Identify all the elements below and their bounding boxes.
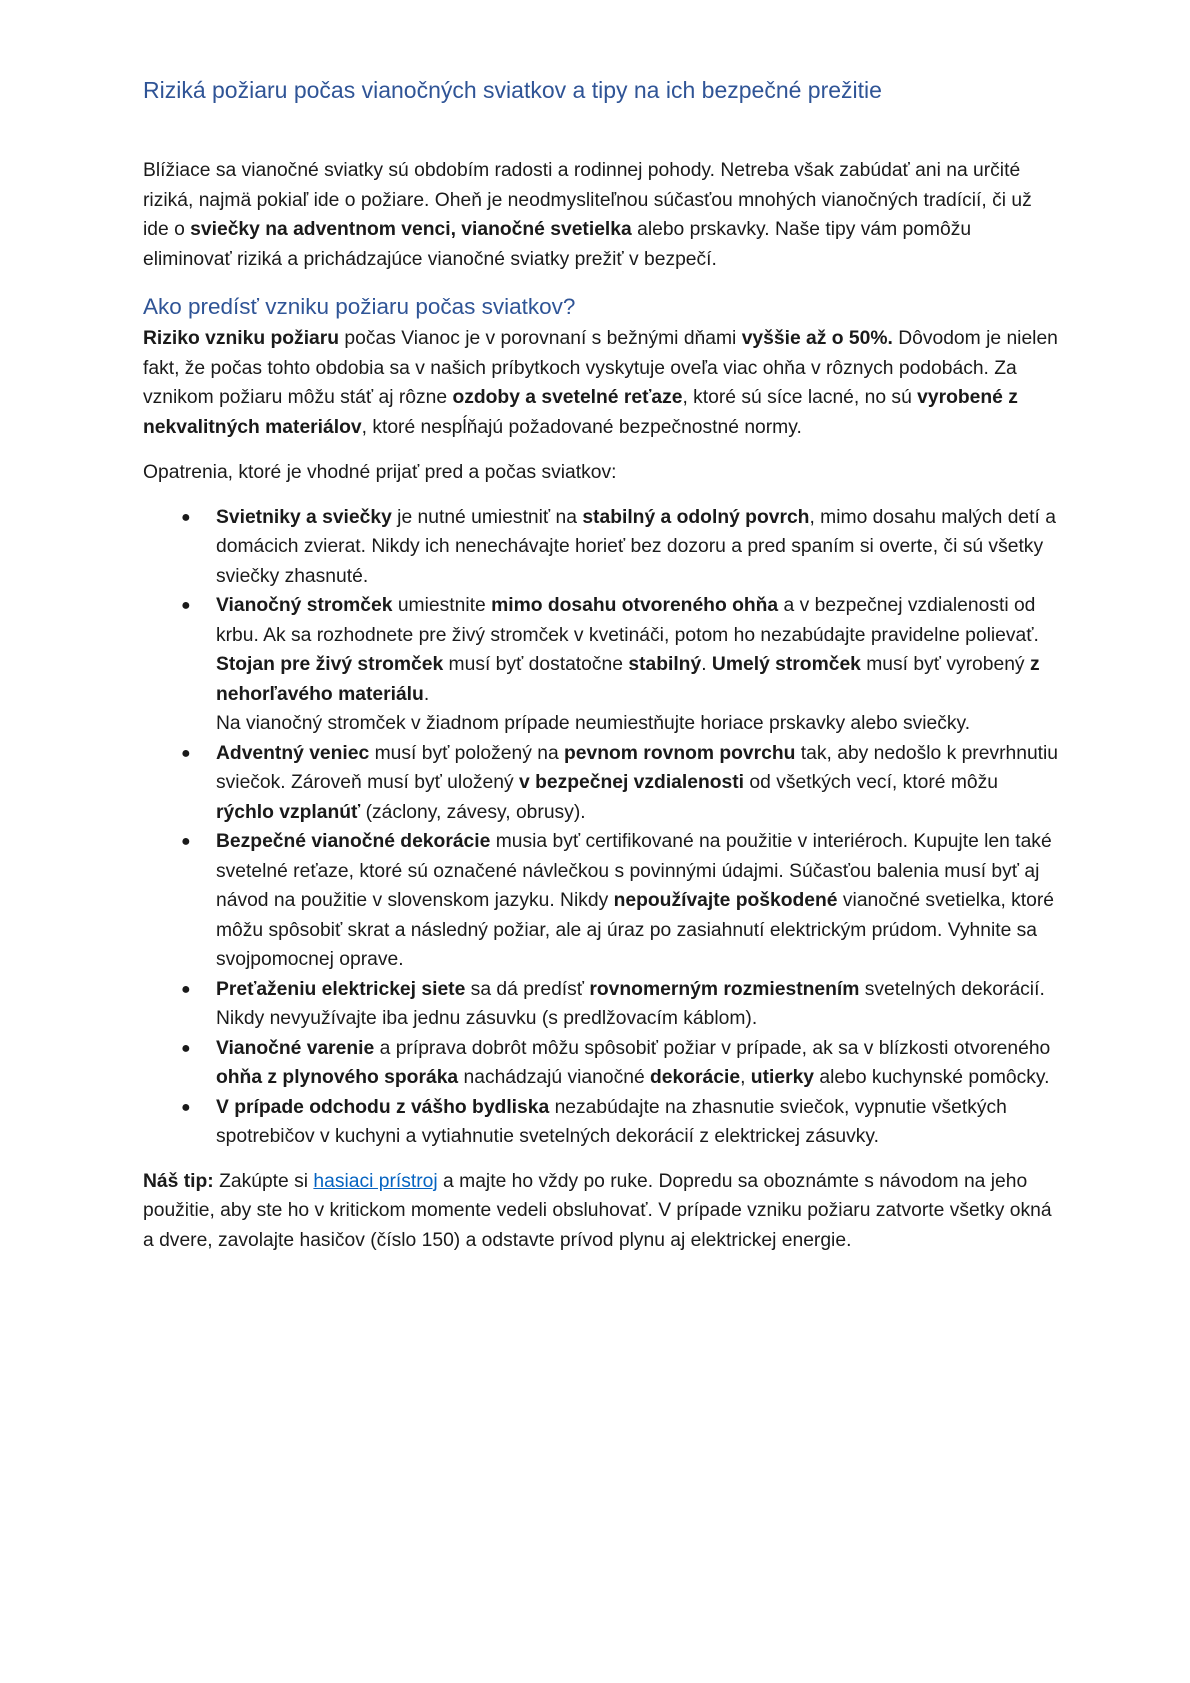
item-text: musí byť dostatočne [443,654,629,675]
item-bold: Bezpečné vianočné dekorácie [216,831,491,852]
item-text: . [701,654,712,675]
tip-label: Náš tip: [143,1170,214,1192]
item-text: a v bezpečnej vzdialenosti od krbu. Ak sa rozhodnete pre živý stromček v kvetináči, potom ho nezabúdajte pravidelne polievať. [216,595,1039,646]
intro-text: Blížiace sa vianočné sviatky sú obdobím radosti a rodinnej pohody. Netreba však zabúdať ani na určité riziká, najmä pokiaľ ide o požiare. Oheň je neodmysliteľnou súčasťou mnohých vianočných tradícií, či už ide o [143,160,1032,240]
item-bold: nepoužívajte poškodené [613,890,838,911]
item-bold: stabilný a odolný povrch [582,506,810,528]
list-item [143,975,1060,1034]
risk-text: , ktoré sú síce lacné, no sú [682,387,918,408]
item-text: nachádzajú vianočné [458,1067,651,1088]
risk-paragraph [143,324,1060,442]
item-bold: rovnomerným rozmiestnením [589,978,860,1000]
tip-text: Zakúpte si [213,1170,314,1192]
item-text: , [740,1067,751,1088]
item-bold: Adventný veniec [216,742,370,764]
bullet-icon: ● [181,744,191,762]
item-bold: Stojan pre živý stromček [216,654,444,675]
item-text: nezabúdajte na zhasnutie sviečok, vypnutie všetkých spotrebičov v kuchyni a vytiahnutie svetelných dekorácií z elektrickej zásuvky. [216,1096,1007,1147]
item-bold: Vianočné varenie [216,1037,375,1059]
risk-text: , ktoré nespĺňajú požadované bezpečnostné normy. [361,416,802,438]
item-bold: mimo dosahu otvoreného ohňa [491,595,779,616]
item-text: a príprava dobrôt môžu spôsobiť požiar v prípade, ak sa v blízkosti otvoreného [374,1037,1051,1059]
item-text: od všetkých vecí, ktoré môžu [744,772,999,793]
item-bold: ohňa z plynového sporáka [216,1067,459,1088]
bullet-icon: ● [181,980,191,998]
item-bold: dekorácie [650,1067,741,1088]
item-bold: stabilný [628,654,702,675]
item-text: je nutné umiestniť na [391,506,583,528]
item-text: tak, aby nedošlo k prevrhnutiu sviečok. Zároveň musí byť uložený [216,742,1059,793]
item-text: musí byť vyrobený [860,654,1030,675]
item-text: vianočné svetielka, ktoré môžu spôsobiť skrat a následný požiar, ale aj úraz po zasiahnutí elektrickým prúdom. Vyhnite sa svojpomocnej oprave. [216,890,1055,970]
risk-bold: ozdoby a svetelné reťaze [452,387,683,408]
bullet-icon: ● [181,1098,191,1116]
bullet-icon: ● [181,508,191,526]
tip-text: a majte ho vždy po ruke. Dopredu sa oboznámte s návodom na jeho použitie, aby ste ho v kritickom momente vedeli obsluhovať. V prípade vzniku požiaru zatvorte všetky okná a dvere, zavolajte hasičov (číslo 150) a odstavte prívod plynu aj elektrickej energie. [143,1170,1052,1251]
list-item [143,739,1060,828]
list-item [143,1034,1060,1093]
item-bold: pevnom rovnom povrchu [564,742,796,764]
section-heading: Ako predísť vzniku požiaru počas sviatkov? [143,294,576,319]
item-text: (záclony, závesy, obrusy). [360,801,586,823]
item-bold: utierky [750,1067,815,1088]
item-bold: z nehorľavého materiálu [216,654,1040,705]
list-item [143,591,1060,739]
bullet-icon: ● [181,1039,191,1057]
item-text: umiestnite [392,595,492,616]
item-bold: Umelý stromček [711,654,861,675]
item-text: , mimo dosahu malých detí a domácich zvierat. Nikdy ich nenechávajte horieť bez dozoru a pred spaním si overte, či sú všetky sviečky zhasnuté. [216,506,1056,587]
tip-paragraph [143,1167,1060,1256]
bullet-icon: ● [181,833,191,850]
risk-bold: vyrobené z nekvalitných materiálov [143,387,1018,438]
tips-list [143,503,1060,1152]
item-text: svetelných dekorácií. Nikdy nevyužívajte iba jednu zásuvku (s predlžovacím káblom). [216,978,1045,1029]
intro-text: alebo prskavky. Naše tipy vám pomôžu eliminovať riziká a prichádzajúce vianočné sviatky prežiť v bezpečí. [143,219,972,270]
item-text: sa dá predísť [465,978,590,1000]
bullet-icon: ● [181,597,191,614]
fire-extinguisher-link[interactable]: hasiaci prístroj [313,1170,438,1192]
item-text: Na vianočný stromček v žiadnom prípade neumiestňujte horiace prskavky alebo sviečky. [216,713,971,734]
item-bold: v bezpečnej vzdialenosti [519,772,745,793]
item-text: alebo kuchynské pomôcky. [814,1067,1050,1088]
list-item [143,1093,1060,1152]
list-item [143,827,1060,975]
item-text: musí byť položený na [369,742,565,764]
document-title: Riziká požiaru počas vianočných sviatkov a tipy na ich bezpečné prežitie [143,77,882,103]
intro-bold: sviečky na adventnom venci, vianočné svetielka [190,219,632,240]
item-bold: Preťaženiu elektrickej siete [216,978,466,1000]
item-bold: Vianočný stromček [216,595,393,616]
risk-text: Dôvodom je nielen fakt, že počas tohto obdobia sa v našich príbytkoch vyskytuje oveľa viac ohňa v rôznych podobách. Za vznikom požiaru môžu stáť aj rôzne [143,328,1058,408]
risk-bold: vyššie až o 50%. [741,328,893,349]
item-bold: V prípade odchodu z vášho bydliska [216,1096,550,1118]
risk-bold: Riziko vzniku požiaru [143,328,340,349]
item-text: musia byť certifikované na použitie v interiéroch. Kupujte len také svetelné reťaze, ktoré sú označené návlečkou s povinnými údajmi. Súčasťou balenia musí byť aj návod na použitie v slovenskom jazyku. Nikdy [216,831,1052,911]
item-bold: rýchlo vzplanúť [216,801,361,823]
item-bold: Svietniky a sviečky [216,506,392,528]
intro-paragraph [143,156,1060,274]
risk-text: počas Vianoc je v porovnaní s bežnými dňami [339,328,742,349]
list-item [143,503,1060,592]
measures-intro: Opatrenia, ktoré je vhodné prijať pred a počas sviatkov: [143,462,617,483]
item-text: . [423,683,430,705]
